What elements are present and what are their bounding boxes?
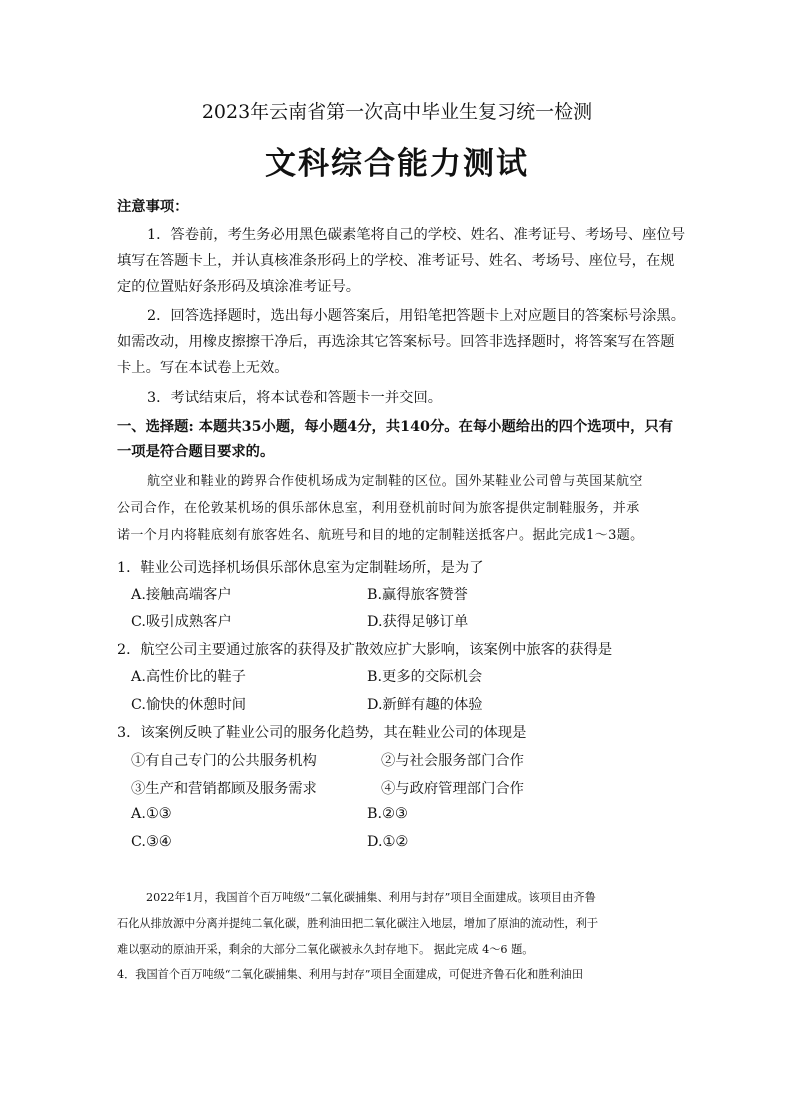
question-2-option-a: A.高性价比的鞋子 (131, 669, 246, 685)
notice-item-2-line-1: 2．回答选择题时，选出每小题答案后，用铅笔把答题卡上对应题目的答案标号涂黑。 (147, 308, 686, 324)
notice-item-2-line-3: 卡上。写在本试卷上无效。 (117, 360, 289, 376)
question-3-option-a: A.①③ (131, 806, 172, 822)
passage-1-line-2: 公司合作，在伦敦某机场的俱乐部休息室，利用登机前时间为旅客提供定制鞋服务，并承 (117, 501, 640, 516)
section-heading-line-1: 一、选择题: 本题共35小题，每小题4分，共140分。在每小题给出的四个选项中，只有 (117, 419, 674, 435)
notice-item-1-line-2: 填写在答题卡上，并认真核准条形码上的学校、准考证号、姓名、考场号、座位号，在规 (117, 253, 675, 269)
notice-heading: 注意事项： (117, 199, 189, 215)
question-1-option-c: C.吸引成熟客户 (131, 614, 232, 630)
question-3-statement-3: ③生产和营销都顾及服务需求 (131, 781, 317, 797)
subject-title: 文科综合能力测试 (265, 146, 529, 182)
passage-1-line-3: 诺一个月内将鞋底刻有旅客姓名、航班号和目的地的定制鞋送抵客户。据此完成1～3题。 (117, 528, 644, 543)
notice-item-3: 3．考试结束后，将本试卷和答题卡一并交回。 (147, 390, 443, 406)
notice-item-1-line-1: 1．答卷前，考生务必用黑色碳素笔将自己的学校、姓名、准考证号、考场号、座位号 (147, 227, 686, 243)
question-3-statement-2: ②与社会服务部门合作 (381, 753, 524, 769)
question-1-option-d: D.获得足够订单 (367, 614, 469, 630)
notice-item-1-line-3: 定的位置贴好条形码及填涂准考证号。 (117, 279, 361, 295)
notice-item-2-line-2: 如需改动，用橡皮擦擦干净后，再选涂其它答案标号。回答非选择题时，将答案写在答题 (117, 334, 675, 350)
passage-2-line-2: 石化从排放源中分离并提纯二氧化碳，胜利油田把二氧化碳注入地层，增加了原油的流动性，利于 (117, 917, 599, 930)
question-4-stem: 4．我国首个百万吨级“二氧化碳捕集、利用与封存”项目全面建成，可促进齐鲁石化和胜利油田 (117, 968, 584, 981)
question-1-stem: 1．鞋业公司选择机场俱乐部休息室为定制鞋场所，是为了 (117, 560, 484, 576)
question-2-stem: 2．航空公司主要通过旅客的获得及扩散效应扩大影响，该案例中旅客的获得是 (117, 642, 613, 658)
question-1-option-a: A.接触高端客户 (131, 587, 232, 603)
question-3-option-b: B.②③ (367, 806, 408, 822)
question-3-statement-1: ①有自己专门的公共服务机构 (131, 753, 317, 769)
passage-2-line-1: 2022年1月，我国首个百万吨级“二氧化碳捕集、利用与封存”项目全面建成。该项目由齐鲁 (146, 891, 596, 904)
passage-1-line-1: 航空业和鞋业的跨界合作使机场成为定制鞋的区位。国外某鞋业公司曾与英国某航空 (147, 474, 643, 489)
question-3-stem: 3．该案例反映了鞋业公司的服务化趋势，其在鞋业公司的体现是 (117, 725, 527, 741)
question-3-statement-4: ④与政府管理部门合作 (381, 781, 524, 797)
exam-title: 2023年云南省第一次高中毕业生复习统一检测 (201, 101, 593, 123)
section-heading-line-2: 一项是符合题目要求的。 (117, 444, 275, 460)
question-2-option-b: B.更多的交际机会 (367, 669, 483, 685)
question-3-option-d: D.①② (367, 834, 409, 850)
passage-2-line-3: 难以驱动的原油开采，剩余的大部分二氧化碳被永久封存地下。 据此完成 4～6 题。 (117, 943, 534, 956)
question-2-option-d: D.新鲜有趣的体验 (367, 697, 483, 713)
question-2-option-c: C.愉快的休憩时间 (131, 697, 247, 713)
question-1-option-b: B.赢得旅客赞誉 (367, 587, 468, 603)
question-3-option-c: C.③④ (131, 834, 172, 850)
